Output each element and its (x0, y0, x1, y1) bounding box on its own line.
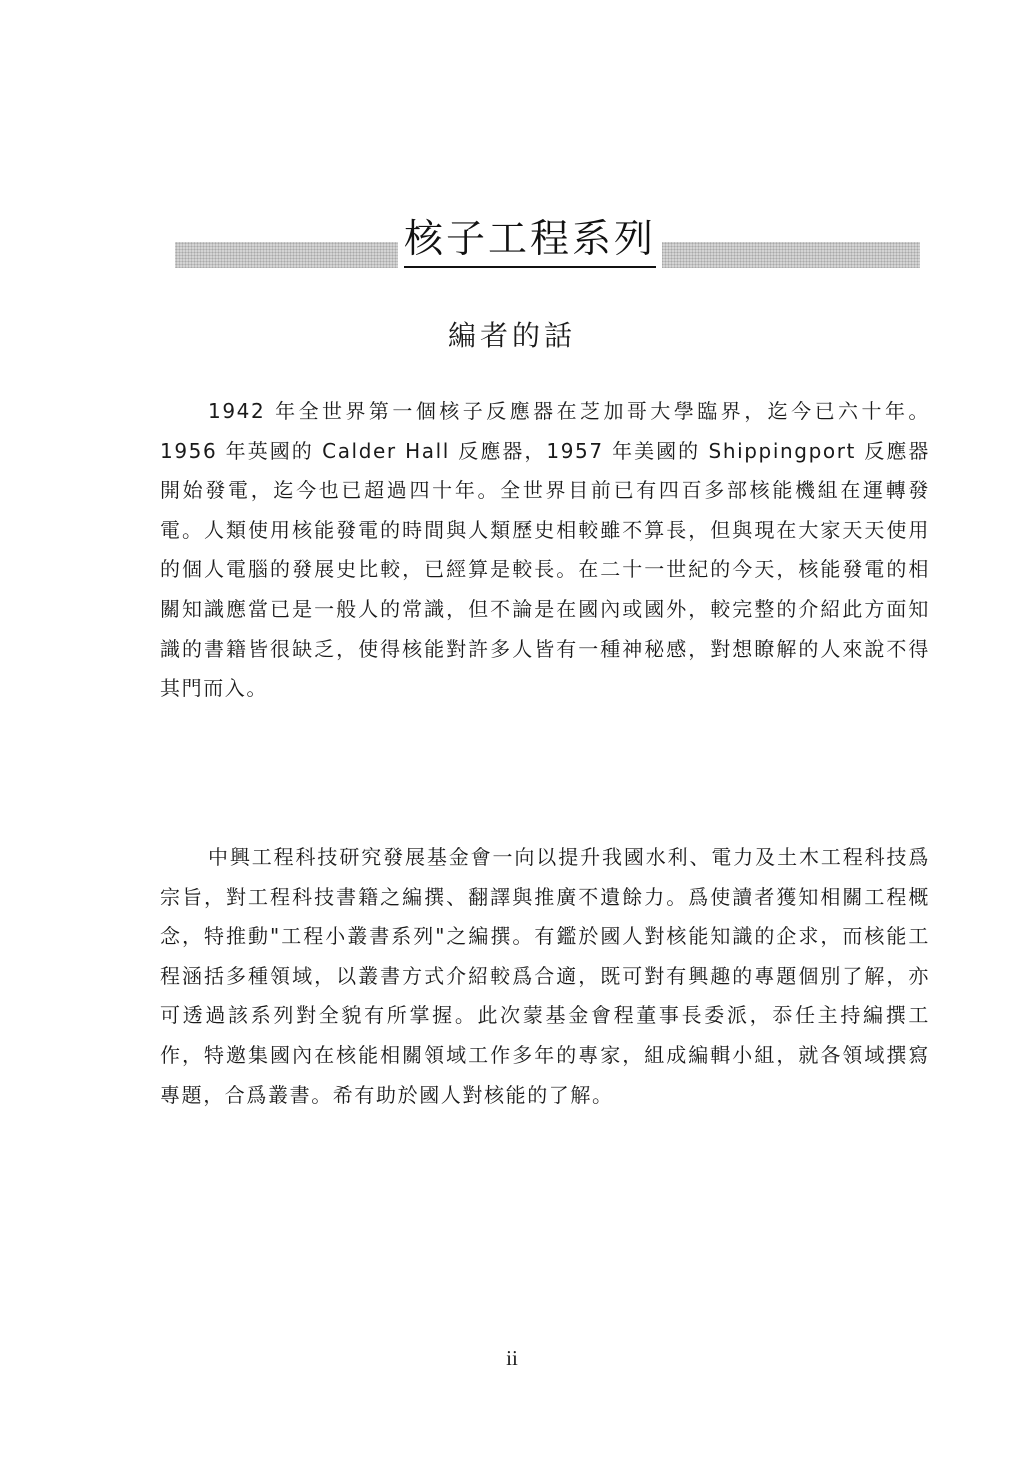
series-title: 核子工程系列 (398, 214, 662, 270)
paragraph-2: 中興工程科技研究發展基金會一向以提升我國水利、電力及土木工程科技爲宗旨，對工程科技書籍之編撰、翻譯與推廣不遺餘力。爲使讀者獲知相關工程概念，特推動"工程小叢書系列"之編撰。有鑑於國人對核能知識的企求，而核能工程涵括多種領域，以叢書方式介紹較爲合適，既可對有興趣的專題個別了解，亦可透過該系列對全貌有所掌握。此次蒙基金會程董事長委派，忝任主持編撰工作，特邀集國內在核能相關領域工作多年的專家，組成編輯小組，就各領域撰寫專題，合爲叢書。希有助於國人對核能的了解。 (160, 845, 930, 1107)
page-number: ii (506, 1346, 518, 1370)
section-heading: 編者的話 (447, 319, 576, 352)
paragraph-1: 1942 年全世界第一個核子反應器在芝加哥大學臨界，迄今已六十年。1956 年英國的 Calder Hall 反應器，1957 年美國的 Shippingport 反應器開始發電，迄今也已超過四十年。全世界目前已有四百多部核能機組在運轉發電。人類使用核能發電的時間與人類歷史相較雖不算長，但與現在大家天天使用的個人電腦的發展史比較，已經算是較長。在二十一世紀的今天，核能發電的相關知識應當已是一般人的常識，但不論是在國內或國外，較完整的介紹此方面知識的書籍皆很缺乏，使得核能對許多人皆有一種神秘感，對想瞭解的人來說不得其門而入。 (160, 399, 930, 701)
